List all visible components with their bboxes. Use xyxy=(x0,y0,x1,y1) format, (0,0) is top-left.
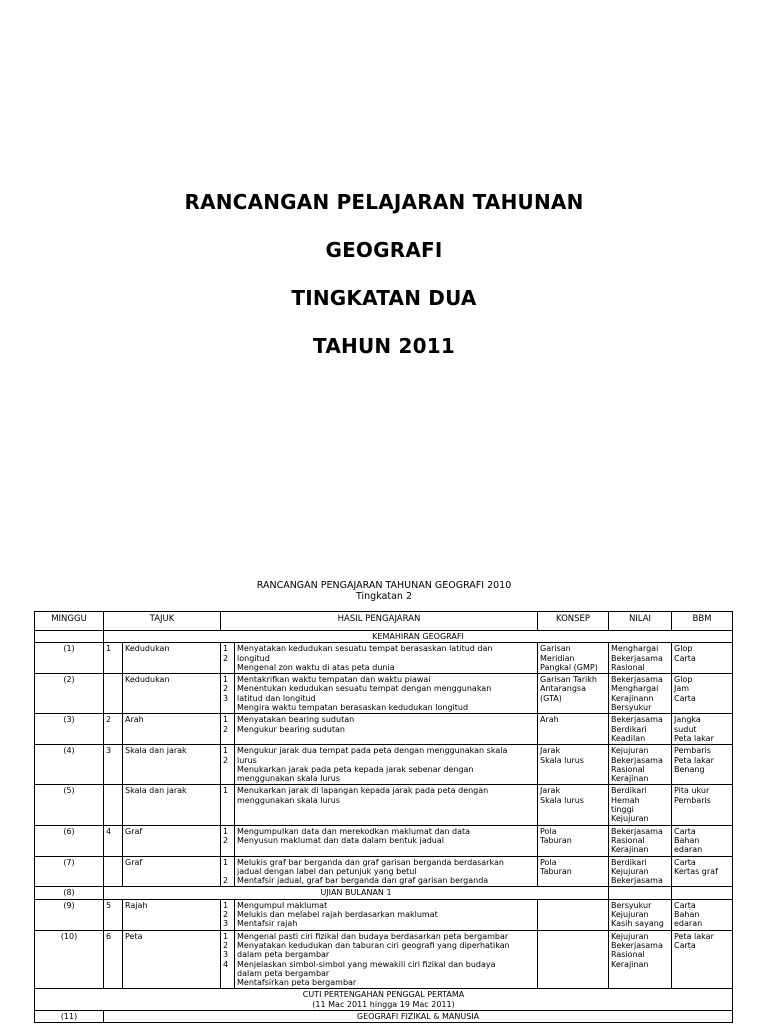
section-row xyxy=(35,631,733,643)
topic-cell: Arah xyxy=(123,714,221,745)
outcome-line: Mengira waktu tempatan berasaskan kedudukan longitud xyxy=(237,703,469,713)
week-cell: (8) xyxy=(35,887,104,899)
outcome-number: 2 xyxy=(223,755,229,765)
nilai-cell-line: Bekerjasama xyxy=(611,675,663,685)
nilai-cell-line: Bekerjasama xyxy=(611,755,663,765)
outcome-line: Mengukur jarak dua tempat pada peta dengan menggunakan skala xyxy=(237,746,508,756)
outcome-number xyxy=(223,663,232,672)
nilai-cell-line: Kerajinann xyxy=(611,693,654,703)
outcome-text xyxy=(235,899,538,930)
konsep-cell-line: Garisan xyxy=(540,644,571,654)
konsep-cell xyxy=(538,825,609,856)
outcome-number: 2 xyxy=(223,835,229,845)
topic-number: 5 xyxy=(104,899,123,930)
nilai-cell-line: Bersyukur xyxy=(611,703,652,713)
bbm-cell-line: Peta lakar xyxy=(674,755,714,765)
header-row xyxy=(35,612,733,631)
outcome-numbers xyxy=(221,899,235,930)
nilai-cell-line: Bekerjasama xyxy=(611,876,663,886)
exam-row xyxy=(35,887,733,899)
outcome-number xyxy=(223,765,232,774)
bbm-cell xyxy=(672,714,733,745)
week-cell: (11) xyxy=(35,1010,104,1022)
cover-form: TINGKATAN DUA xyxy=(291,286,477,310)
bbm-cell xyxy=(672,825,733,856)
bbm-cell-line: Peta lakar xyxy=(674,733,714,743)
week-cell: (7) xyxy=(35,856,104,887)
nilai-cell xyxy=(609,930,672,989)
bbm-cell xyxy=(672,930,733,989)
table-row xyxy=(35,745,733,785)
outcome-number xyxy=(223,969,232,978)
nilai-cell-line: Bekerjasama xyxy=(611,653,663,663)
topic-cell: Graf xyxy=(123,856,221,887)
outcome-line: Melukis dan melabel rajah berdasarkan maklumat xyxy=(237,910,438,920)
outcome-line: Mengumpulkan data dan merekodkan maklumat dan data xyxy=(237,826,471,836)
table-row xyxy=(35,785,733,825)
outcome-line: Mengukur bearing sudutan xyxy=(237,724,345,734)
bbm-cell-line: Pembaris xyxy=(674,746,711,756)
konsep-cell-line: Taburan xyxy=(540,866,572,876)
table-row xyxy=(35,856,733,887)
bbm-cell xyxy=(672,887,733,899)
outcome-number: 1 xyxy=(223,826,229,836)
bbm-cell xyxy=(672,785,733,825)
bbm-cell-line: sudut xyxy=(674,724,697,734)
nilai-cell xyxy=(609,899,672,930)
week-cell: (1) xyxy=(35,643,104,674)
bbm-cell-line: Glop xyxy=(674,675,693,685)
table-title: RANCANGAN PENGAJARAN TAHUNAN GEOGRAFI 2010 xyxy=(256,580,512,591)
outcome-numbers xyxy=(221,825,235,856)
table-row xyxy=(35,674,733,714)
bbm-cell-line: Carta xyxy=(674,693,696,703)
outcome-line: dalam peta bergambar xyxy=(237,950,330,960)
konsep-cell xyxy=(538,745,609,785)
table-row xyxy=(35,930,733,989)
outcome-number xyxy=(223,703,232,712)
lesson-plan-table xyxy=(34,611,733,1023)
bbm-cell xyxy=(672,643,733,674)
outcome-numbers xyxy=(221,674,235,714)
nilai-cell-line: Bekerjasama xyxy=(611,940,663,950)
konsep-cell xyxy=(538,785,609,825)
topic-number xyxy=(104,856,123,887)
topic-number xyxy=(104,674,123,714)
nilai-cell-line: Kerajinan xyxy=(611,959,649,969)
nilai-cell-line: Kerajinan xyxy=(611,845,649,855)
outcome-line: Melukis graf bar berganda dan graf garisan berganda berdasarkan xyxy=(237,857,504,867)
table-subtitle: Tingkatan 2 xyxy=(356,591,412,602)
nilai-cell-line: Menghargai xyxy=(611,684,659,694)
outcome-line: Mentakrifkan waktu tempatan dan waktu piawai xyxy=(237,675,431,685)
nilai-cell xyxy=(609,745,672,785)
nilai-cell-line: Rasional xyxy=(611,764,645,774)
outcome-line: Menyatakan bearing sudutan xyxy=(237,715,355,725)
nilai-cell xyxy=(609,674,672,714)
outcome-number: 1 xyxy=(223,715,229,725)
outcome-text xyxy=(235,643,538,674)
nilai-cell xyxy=(609,856,672,887)
cover-year: TAHUN 2011 xyxy=(313,334,455,358)
nilai-cell-line: Rasional xyxy=(611,835,645,845)
section-spacer xyxy=(35,631,104,643)
outcome-text xyxy=(235,674,538,714)
outcome-line: Menjelaskan simbol-simbol yang mewakili ciri fizikal dan budaya xyxy=(237,959,496,969)
header-bbm: BBM xyxy=(672,612,733,631)
nilai-cell xyxy=(609,887,672,899)
outcome-line: Mengenal pasti ciri fizikal dan budaya berdasarkan peta bergambar xyxy=(237,931,509,941)
topic-number: 4 xyxy=(104,825,123,856)
topic-number xyxy=(104,785,123,825)
outcome-number: 4 xyxy=(223,959,229,969)
table-row xyxy=(35,643,733,674)
konsep-cell xyxy=(538,643,609,674)
konsep-cell xyxy=(538,856,609,887)
outcome-number: 2 xyxy=(223,940,229,950)
konsep-cell-line: Jarak xyxy=(540,746,561,756)
nilai-cell-line: Bekerjasama xyxy=(611,715,663,725)
outcome-number xyxy=(223,774,232,783)
nilai-cell-line: Kejujuran xyxy=(611,866,649,876)
outcome-number xyxy=(223,867,232,876)
konsep-cell xyxy=(538,714,609,745)
topic-cell: Skala dan jarak xyxy=(123,745,221,785)
konsep-cell-line: Skala lurus xyxy=(540,795,584,805)
outcome-number: 1 xyxy=(223,900,229,910)
header-minggu: MINGGU xyxy=(35,612,104,631)
bbm-cell xyxy=(672,856,733,887)
konsep-cell-line: Jarak xyxy=(540,786,561,796)
outcome-line: Mentafsir jadual, graf bar berganda dan graf garisan berganda xyxy=(237,876,489,886)
outcome-number: 1 xyxy=(223,675,229,685)
bbm-cell-line: edaran xyxy=(674,919,703,929)
konsep-cell-line: Skala lurus xyxy=(540,755,584,765)
outcome-number: 1 xyxy=(223,931,229,941)
outcome-line: longitud xyxy=(237,653,270,663)
nilai-cell-line: Kasih sayang xyxy=(611,919,664,929)
holiday-row xyxy=(35,989,733,1011)
topic-number: 3 xyxy=(104,745,123,785)
outcome-line: Menyatakan kedudukan dan taburan ciri geografi yang diperhatikan xyxy=(237,940,510,950)
outcome-line: Mengumpul maklumat xyxy=(237,900,328,910)
outcome-line: Mentafsirkan peta bergambar xyxy=(237,978,357,988)
konsep-cell-line: Antarangsa xyxy=(540,684,586,694)
topic-cell: Peta xyxy=(123,930,221,989)
outcome-number: 1 xyxy=(223,644,229,654)
bbm-cell-line: Carta xyxy=(674,900,696,910)
nilai-cell xyxy=(609,714,672,745)
week-cell: (5) xyxy=(35,785,104,825)
nilai-cell-line: Rasional xyxy=(611,950,645,960)
bbm-cell-line: Glop xyxy=(674,644,693,654)
outcome-line: Menyusun maklumat dan data dalam bentuk jadual xyxy=(237,835,444,845)
holiday-label xyxy=(35,989,733,1011)
table-row xyxy=(35,825,733,856)
outcome-text xyxy=(235,856,538,887)
outcome-text xyxy=(235,930,538,989)
header-hasil: HASIL PENGAJARAN xyxy=(221,612,538,631)
nilai-cell-line: Kejujuran xyxy=(611,910,649,920)
week-cell: (10) xyxy=(35,930,104,989)
nilai-cell-line: Berdikari xyxy=(611,724,647,734)
outcome-line: Mengenal zon waktu di atas peta dunia xyxy=(237,662,395,672)
topic-cell: Rajah xyxy=(123,899,221,930)
nilai-cell-line: Berdikari xyxy=(611,857,647,867)
konsep-cell-line: Pangkal (GMP) xyxy=(540,662,598,672)
nilai-cell-line: Rasional xyxy=(611,662,645,672)
nilai-cell-line: Kejujuran xyxy=(611,814,649,824)
header-tajuk: TAJUK xyxy=(104,612,221,631)
nilai-cell-line: Berdikari xyxy=(611,786,647,796)
konsep-cell xyxy=(538,674,609,714)
konsep-cell xyxy=(538,899,609,930)
outcome-line: Menukarkan jarak di lapangan kepada jarak pada peta dengan xyxy=(237,786,489,796)
section-geografi: GEOGRAFI FIZIKAL & MANUSIA xyxy=(104,1010,733,1022)
header-nilai: NILAI xyxy=(609,612,672,631)
table-row xyxy=(35,899,733,930)
konsep-cell xyxy=(538,930,609,989)
outcome-line: Menyatakan kedudukan sesuatu tempat berasaskan latitud dan xyxy=(237,644,493,654)
topic-cell: Kedudukan xyxy=(123,674,221,714)
outcome-line: lurus xyxy=(237,755,257,765)
nilai-cell-line: Kejujuran xyxy=(611,746,649,756)
outcome-line: menggunakan skala lurus xyxy=(237,795,341,805)
outcome-text xyxy=(235,825,538,856)
holiday-title: CUTI PERTENGAHAN PENGGAL PERTAMA xyxy=(302,990,465,1000)
nilai-cell xyxy=(609,785,672,825)
nilai-cell-line: Keadilan xyxy=(611,733,646,743)
nilai-cell-line: Hemah xyxy=(611,795,640,805)
outcome-line: jadual dengan label dan petunjuk yang betul xyxy=(237,866,417,876)
outcome-text xyxy=(235,745,538,785)
bbm-cell-line: Carta xyxy=(674,940,696,950)
topic-number: 2 xyxy=(104,714,123,745)
week-cell: (2) xyxy=(35,674,104,714)
nilai-cell xyxy=(609,643,672,674)
table-body xyxy=(35,631,733,1023)
outcome-number xyxy=(223,978,232,987)
konsep-cell-line: Arah xyxy=(540,715,559,725)
bbm-cell-line: Carta xyxy=(674,653,696,663)
nilai-cell xyxy=(609,825,672,856)
outcome-line: menggunakan skala lurus xyxy=(237,774,341,784)
konsep-cell-line: Garisan Tarikh xyxy=(540,675,597,685)
outcome-number: 1 xyxy=(223,746,229,756)
bbm-cell xyxy=(672,745,733,785)
table-row xyxy=(35,714,733,745)
bbm-cell-line: Jam xyxy=(674,684,690,694)
cover-subject: GEOGRAFI xyxy=(325,238,443,262)
outcome-number xyxy=(223,796,232,805)
week-cell: (6) xyxy=(35,825,104,856)
outcome-number: 3 xyxy=(223,950,229,960)
week-cell: (4) xyxy=(35,745,104,785)
nilai-cell-line: Kejujuran xyxy=(611,931,649,941)
outcome-numbers xyxy=(221,714,235,745)
outcome-line: Menentukan kedudukan sesuatu tempat dengan menggunakan xyxy=(237,684,492,694)
nilai-cell-line: Kerajinan xyxy=(611,774,649,784)
bbm-cell-line: Pita ukur xyxy=(674,786,710,796)
outcome-text xyxy=(235,785,538,825)
outcome-line: dalam peta bergambar xyxy=(237,968,330,978)
outcome-number: 1 xyxy=(223,857,229,867)
bbm-cell-line: Carta xyxy=(674,857,696,867)
nilai-cell-line: Menghargai xyxy=(611,644,659,654)
cover-title: RANCANGAN PELAJARAN TAHUNAN xyxy=(184,190,584,214)
section-row xyxy=(35,1010,733,1022)
outcome-number: 1 xyxy=(223,786,229,796)
konsep-cell-line: Pola xyxy=(540,826,557,836)
cover-titles xyxy=(0,190,768,382)
konsep-cell-line: Meridian xyxy=(540,653,575,663)
holiday-dates: (11 Mac 2011 hingga 19 Mac 2011) xyxy=(312,999,455,1009)
week-cell: (3) xyxy=(35,714,104,745)
bbm-cell-line: edaran xyxy=(674,845,703,855)
bbm-cell-line: Kertas graf xyxy=(674,866,718,876)
bbm-cell-line: Bahan xyxy=(674,910,700,920)
week-cell: (9) xyxy=(35,899,104,930)
topic-cell: Graf xyxy=(123,825,221,856)
outcome-numbers xyxy=(221,930,235,989)
outcome-line: Mentafsir rajah xyxy=(237,919,298,929)
header-konsep: KONSEP xyxy=(538,612,609,631)
outcome-text xyxy=(235,714,538,745)
bbm-cell xyxy=(672,899,733,930)
bbm-cell-line: Carta xyxy=(674,826,696,836)
outcome-numbers xyxy=(221,643,235,674)
outcome-number: 2 xyxy=(223,876,229,886)
topic-cell: Skala dan jarak xyxy=(123,785,221,825)
bbm-cell-line: Pembaris xyxy=(674,795,711,805)
outcome-number: 2 xyxy=(223,684,229,694)
topic-number: 1 xyxy=(104,643,123,674)
konsep-cell-line: Taburan xyxy=(540,835,572,845)
bbm-cell-line: Bahan xyxy=(674,835,700,845)
outcome-numbers xyxy=(221,785,235,825)
outcome-number: 2 xyxy=(223,724,229,734)
bbm-cell-line: Benang xyxy=(674,764,705,774)
nilai-cell-line: tinggi xyxy=(611,805,634,815)
outcome-line: Menukarkan jarak pada peta kepada jarak sebenar dengan xyxy=(237,764,474,774)
outcome-numbers xyxy=(221,856,235,887)
outcome-line: latitud dan longitud xyxy=(237,693,316,703)
exam-label: UJIAN BULANAN 1 xyxy=(104,887,609,899)
section-kemahiran: KEMAHIRAN GEOGRAFI xyxy=(104,631,733,643)
nilai-cell-line: Bekerjasama xyxy=(611,826,663,836)
outcome-numbers xyxy=(221,745,235,785)
bbm-cell-line: Jangka xyxy=(674,715,701,725)
outcome-number: 3 xyxy=(223,919,229,929)
outcome-number: 2 xyxy=(223,653,229,663)
outcome-number: 3 xyxy=(223,693,229,703)
bbm-cell xyxy=(672,674,733,714)
outcome-number: 2 xyxy=(223,910,229,920)
bbm-cell-line: Peta lakar xyxy=(674,931,714,941)
table-heading xyxy=(0,580,768,602)
konsep-cell-line: Pola xyxy=(540,857,557,867)
konsep-cell-line: (GTA) xyxy=(540,693,562,703)
topic-cell: Kedudukan xyxy=(123,643,221,674)
nilai-cell-line: Bersyukur xyxy=(611,900,652,910)
topic-number: 6 xyxy=(104,930,123,989)
